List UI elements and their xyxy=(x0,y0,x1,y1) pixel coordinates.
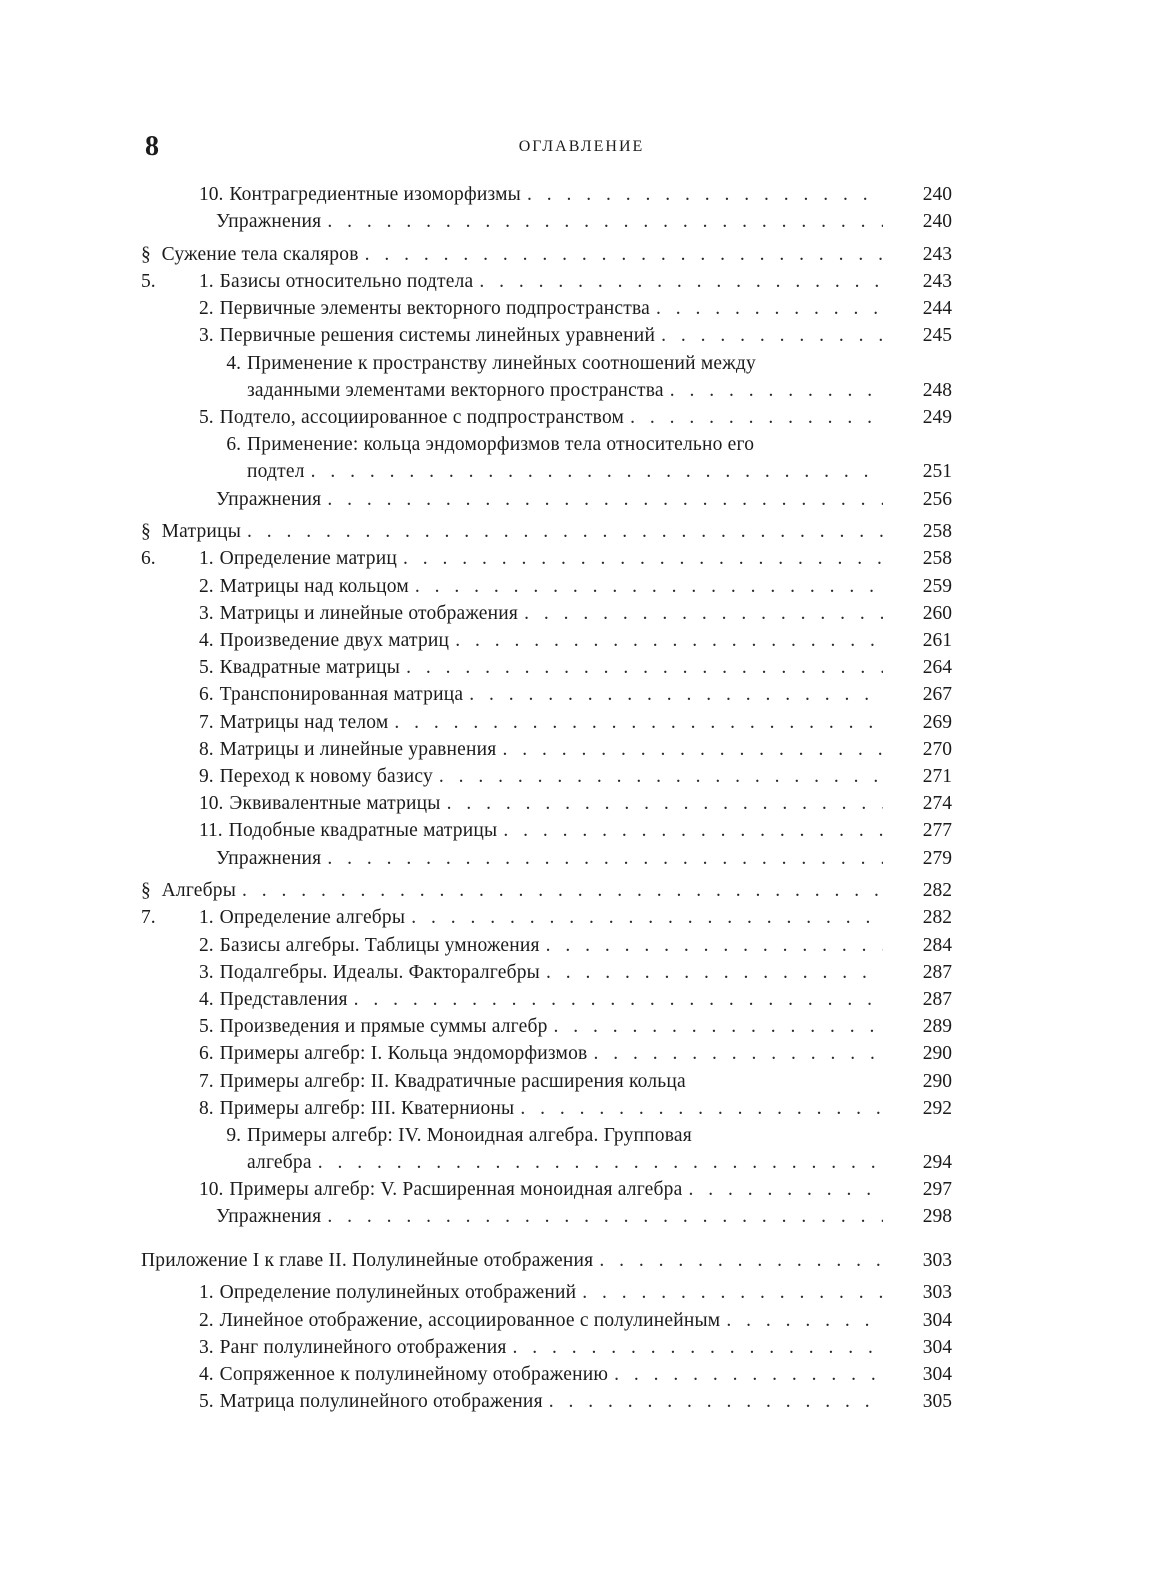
item-page: 282 xyxy=(922,907,952,929)
item-title: Упражнения xyxy=(216,211,322,233)
item-title: Переход к новому базису xyxy=(219,765,433,787)
dot-leader xyxy=(546,932,883,959)
item-page: 287 xyxy=(922,988,952,1010)
toc-item[interactable] xyxy=(0,1388,1163,1415)
item-page: 290 xyxy=(922,1043,952,1065)
dot-leader xyxy=(688,1176,882,1203)
toc-item[interactable] xyxy=(0,736,1163,763)
item-number: 1. xyxy=(199,1282,214,1304)
toc-item[interactable] xyxy=(0,1279,1163,1306)
dot-leader xyxy=(447,790,883,817)
item-number: 3. xyxy=(199,602,214,624)
dot-leader xyxy=(415,573,883,600)
item-page: 256 xyxy=(922,488,952,510)
item-page: 290 xyxy=(922,1070,952,1092)
item-title: Ранг полулинейного отображения xyxy=(219,1336,507,1358)
running-title: ОГЛАВЛЕНИЕ xyxy=(518,138,645,155)
table-of-contents xyxy=(0,181,1163,1415)
toc-item[interactable] xyxy=(0,295,1163,322)
item-page: 251 xyxy=(922,461,952,483)
item-page: 303 xyxy=(922,1282,952,1304)
item-number: 10. xyxy=(199,1179,224,1201)
item-page: 271 xyxy=(922,765,952,787)
dot-leader xyxy=(726,1307,882,1334)
toc-item[interactable] xyxy=(0,932,1163,959)
item-number: 11. xyxy=(199,820,223,842)
item-title: Примеры алгебр: IV. Моноидная алгебра. Групповая xyxy=(247,1124,692,1146)
toc-item[interactable] xyxy=(0,1095,1163,1122)
item-page: 279 xyxy=(922,847,952,869)
item-page: 259 xyxy=(922,575,952,597)
toc-item[interactable] xyxy=(0,1068,1163,1095)
item-title-continued: заданными элементами векторного пространства xyxy=(247,379,664,401)
dot-leader xyxy=(365,241,883,268)
dot-leader xyxy=(582,1279,882,1306)
item-number: 6. xyxy=(199,684,214,706)
dot-leader xyxy=(630,404,883,431)
dot-leader xyxy=(670,377,883,404)
dot-leader xyxy=(354,986,883,1013)
dot-leader xyxy=(599,1247,882,1274)
item-number: 3. xyxy=(199,1336,214,1358)
toc-item[interactable] xyxy=(0,322,1163,349)
item-number: 4. xyxy=(199,1363,214,1385)
toc-item[interactable] xyxy=(0,545,1163,572)
item-page: 245 xyxy=(922,325,952,347)
dot-leader xyxy=(242,877,883,904)
item-page: 294 xyxy=(922,1152,952,1174)
dot-leader xyxy=(656,295,883,322)
item-number: 9. xyxy=(226,1124,241,1146)
dot-leader xyxy=(546,959,883,986)
item-title: Базисы алгебры. Таблицы умножения xyxy=(219,934,540,956)
toc-item[interactable] xyxy=(0,1122,1163,1176)
dot-leader xyxy=(411,904,883,931)
item-title: Первичные решения системы линейных уравнений xyxy=(219,325,656,347)
toc-appendix[interactable] xyxy=(0,1247,1163,1274)
item-page: 267 xyxy=(922,684,952,706)
item-number: 5. xyxy=(199,657,214,679)
dot-leader xyxy=(661,322,883,349)
item-number: 5. xyxy=(199,407,214,428)
section-page: 282 xyxy=(922,880,952,902)
item-number: 1. xyxy=(199,271,214,293)
item-title: Примеры алгебр: V. Расширенная моноидная алгебра xyxy=(229,1179,683,1201)
dot-leader xyxy=(549,1388,883,1415)
item-page: 284 xyxy=(922,934,952,956)
section-title: Сужение тела скаляров xyxy=(161,243,359,265)
dot-leader xyxy=(503,817,882,844)
toc-item[interactable] xyxy=(0,431,1163,485)
item-number: 6. xyxy=(199,1043,214,1065)
item-title: Упражнения xyxy=(216,488,322,510)
item-number: 9. xyxy=(199,765,214,787)
item-number: 4. xyxy=(226,352,241,374)
item-title: Упражнения xyxy=(216,847,322,869)
appendix-page: 303 xyxy=(922,1249,952,1271)
item-number: 2. xyxy=(199,934,214,956)
dot-leader xyxy=(327,208,882,235)
item-title: Транспонированная матрица xyxy=(219,684,464,706)
item-title: Определение матриц xyxy=(219,548,397,570)
item-title: Подтело, ассоциированное с подпространством xyxy=(219,407,625,428)
toc-item[interactable] xyxy=(0,404,1163,431)
item-number: 3. xyxy=(199,961,214,983)
item-title: Базисы относительно подтела xyxy=(219,271,474,293)
toc-item[interactable] xyxy=(0,1013,1163,1040)
dot-leader xyxy=(513,1334,883,1361)
item-page: 240 xyxy=(922,184,952,205)
item-page: 243 xyxy=(922,271,952,293)
item-title: Сопряженное к полулинейному отображению xyxy=(219,1363,609,1385)
dot-leader xyxy=(524,600,883,627)
item-page: 249 xyxy=(922,407,952,428)
section-page: 258 xyxy=(922,521,952,543)
appendix-title: Приложение I к главе II. Полулинейные отображения xyxy=(141,1249,594,1271)
dot-leader xyxy=(593,1040,882,1067)
item-page: 305 xyxy=(922,1391,952,1413)
item-number: 10. xyxy=(199,184,224,205)
item-page: 304 xyxy=(922,1363,952,1385)
item-page: 269 xyxy=(922,711,952,733)
page-number: 8 xyxy=(145,131,159,162)
toc-item[interactable] xyxy=(0,1361,1163,1388)
item-title: Примеры алгебр: I. Кольца эндоморфизмов xyxy=(219,1043,588,1065)
item-page: 258 xyxy=(922,548,952,570)
toc-item[interactable] xyxy=(0,681,1163,708)
item-number: 1. xyxy=(199,548,214,570)
dot-leader xyxy=(247,518,883,545)
dot-leader xyxy=(311,458,883,485)
item-page: 304 xyxy=(922,1336,952,1358)
item-page: 304 xyxy=(922,1309,952,1331)
item-title: Примеры алгебр: II. Квадратичные расширения кольца xyxy=(219,1070,686,1092)
item-title: Эквивалентные матрицы xyxy=(229,793,441,815)
item-page: 292 xyxy=(922,1097,952,1119)
toc-item-exercises[interactable] xyxy=(0,208,1163,235)
item-page: 289 xyxy=(922,1016,952,1038)
toc-item[interactable] xyxy=(0,1176,1163,1203)
item-number: 8. xyxy=(199,738,214,760)
item-title: Представления xyxy=(219,988,348,1010)
item-number: 2. xyxy=(199,1309,214,1331)
section-number: § 7. xyxy=(141,880,156,929)
dot-leader xyxy=(439,763,883,790)
item-number: 7. xyxy=(199,711,214,733)
item-title: Подобные квадратные матрицы xyxy=(228,820,498,842)
dot-leader xyxy=(455,627,883,654)
toc-item[interactable] xyxy=(0,817,1163,844)
item-page: 240 xyxy=(922,211,952,233)
item-title: Первичные элементы векторного подпространства xyxy=(219,298,651,320)
item-page: 297 xyxy=(922,1179,952,1201)
item-title: Подалгебры. Идеалы. Факторалгебры xyxy=(219,961,540,983)
item-title: Применение: кольца эндоморфизмов тела относительно его xyxy=(247,434,755,456)
dot-leader xyxy=(318,1149,883,1176)
item-title-continued: подтел xyxy=(247,461,305,483)
item-page: 260 xyxy=(922,602,952,624)
item-title: Определение алгебры xyxy=(219,907,406,929)
item-number: 7. xyxy=(199,1070,214,1092)
toc-item[interactable] xyxy=(0,763,1163,790)
toc-item-exercises[interactable] xyxy=(0,486,1163,513)
section-title: Матрицы xyxy=(161,521,241,543)
dot-leader xyxy=(327,486,882,513)
item-title: Контрагредиентные изоморфизмы xyxy=(229,184,521,205)
toc-item[interactable] xyxy=(0,790,1163,817)
item-number: 4. xyxy=(199,630,214,651)
item-number: 2. xyxy=(199,298,214,320)
dot-leader xyxy=(469,681,883,708)
toc-item-exercises[interactable] xyxy=(0,845,1163,872)
item-number: 5. xyxy=(199,1016,214,1038)
section-page: 243 xyxy=(922,243,952,265)
item-title: Матрицы над телом xyxy=(219,711,389,733)
item-number: 6. xyxy=(226,434,241,456)
toc-item-exercises[interactable] xyxy=(0,1203,1163,1230)
toc-item[interactable] xyxy=(0,986,1163,1013)
item-title-continued: алгебра xyxy=(247,1152,312,1174)
toc-item[interactable] xyxy=(0,959,1163,986)
toc-item[interactable] xyxy=(0,350,1163,404)
dot-leader xyxy=(327,1203,882,1230)
item-title: Квадратные матрицы xyxy=(219,657,401,679)
toc-item[interactable] xyxy=(0,1307,1163,1334)
item-title: Произведение двух матриц xyxy=(219,630,450,651)
toc-item[interactable] xyxy=(0,1334,1163,1361)
toc-item[interactable] xyxy=(0,709,1163,736)
item-title: Матрицы над кольцом xyxy=(219,575,409,597)
item-title: Матрицы и линейные отображения xyxy=(219,602,519,624)
dot-leader xyxy=(406,654,883,681)
dot-leader xyxy=(403,545,883,572)
item-title: Произведения и прямые суммы алгебр xyxy=(219,1016,548,1038)
item-title: Определение полулинейных отображений xyxy=(219,1282,577,1304)
item-page: 244 xyxy=(922,298,952,320)
dot-leader xyxy=(479,268,882,295)
toc-item[interactable] xyxy=(0,654,1163,681)
item-number: 3. xyxy=(199,325,214,347)
item-number: 5. xyxy=(199,1391,214,1413)
toc-item[interactable] xyxy=(0,904,1163,931)
toc-item[interactable] xyxy=(0,627,1163,654)
section-number: § 5. xyxy=(141,243,156,293)
toc-item[interactable] xyxy=(0,1040,1163,1067)
toc-item[interactable] xyxy=(0,600,1163,627)
item-page: 261 xyxy=(922,630,952,651)
item-page: 270 xyxy=(922,738,952,760)
item-number: 8. xyxy=(199,1097,214,1119)
item-page: 264 xyxy=(922,657,952,679)
section-title: Алгебры xyxy=(161,880,237,902)
item-title: Матрицы и линейные уравнения xyxy=(219,738,497,760)
toc-item[interactable] xyxy=(0,268,1163,295)
item-title: Упражнения xyxy=(216,1206,322,1228)
item-page: 287 xyxy=(922,961,952,983)
item-title: Линейное отображение, ассоциированное с полулинейным xyxy=(219,1309,721,1331)
item-number: 1. xyxy=(199,907,214,929)
item-title: Примеры алгебр: III. Кватернионы xyxy=(219,1097,515,1119)
dot-leader xyxy=(520,1095,882,1122)
item-page: 274 xyxy=(922,793,952,815)
item-title: Матрица полулинейного отображения xyxy=(219,1391,543,1413)
item-number: 2. xyxy=(199,575,214,597)
dot-leader xyxy=(327,845,882,872)
toc-item[interactable] xyxy=(0,181,1163,208)
item-number: 4. xyxy=(199,988,214,1010)
dot-leader xyxy=(394,709,882,736)
item-page: 298 xyxy=(922,1206,952,1228)
dot-leader xyxy=(502,736,882,763)
toc-item[interactable] xyxy=(0,573,1163,600)
item-page: 248 xyxy=(922,379,952,401)
dot-leader xyxy=(554,1013,883,1040)
item-title: Применение к пространству линейных соотношений между xyxy=(247,352,756,374)
section-number: § 6. xyxy=(141,521,156,570)
dot-leader xyxy=(527,181,883,208)
item-page: 277 xyxy=(922,820,952,842)
item-number: 10. xyxy=(199,793,224,815)
dot-leader xyxy=(614,1361,883,1388)
